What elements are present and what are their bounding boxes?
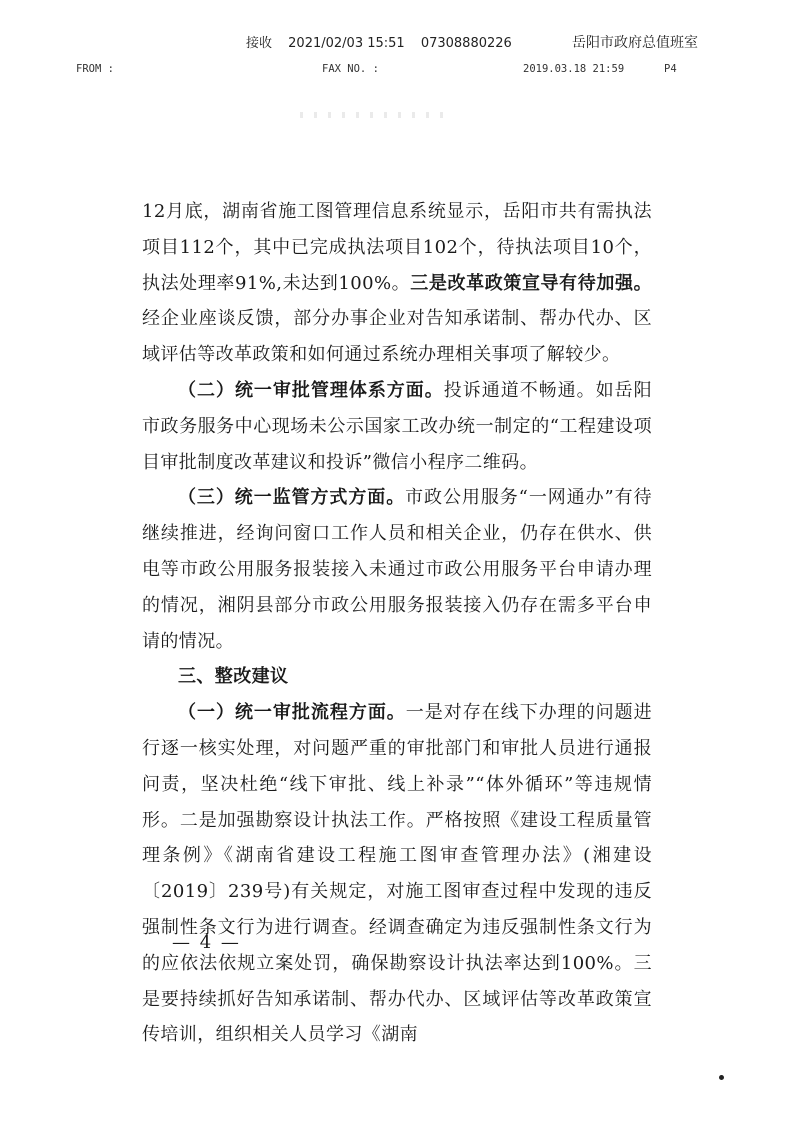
scan-dot-mark xyxy=(719,1075,724,1080)
page-number: — 4 — xyxy=(172,932,241,953)
fax-from: FROM : xyxy=(76,63,114,75)
fax-receive-number: 07308880226 xyxy=(420,36,512,51)
fax-receive-header xyxy=(246,32,698,52)
paragraph-bold-lead: （一）统一审批流程方面。 xyxy=(178,702,406,724)
fax-send-header xyxy=(0,63,790,79)
fax-page-indicator: P4 xyxy=(664,63,677,75)
scan-smudge xyxy=(300,112,450,118)
section-heading: 三、整改建议 xyxy=(178,666,289,688)
paragraph-bold-lead: 三是改革政策宣导有待加强。 xyxy=(410,272,652,294)
fax-number-label: FAX NO. : xyxy=(322,63,379,75)
paragraph-continuation: 12月底，湖南省施工图管理信息系统显示，岳阳市共有需执法项目112个，其中已完成执法项目102个，待执法项目10个，执法处理率91%,未达到100%。三是改革政策宣导有待加强。经企业座谈反馈，部分办事企业对告知承诺制、帮办代办、区域评估等改革政策和如何通过系统办理相关事项了解较少。 xyxy=(142,201,652,366)
paragraph-bold-lead: （三）统一监管方式方面。 xyxy=(178,487,406,509)
paragraph-approval-process: （一）统一审批流程方面。一是对存在线下办理的问题进行逐一核实处理，对问题严重的审批部门和审批人员进行通报问责，坚决杜绝“线下审批、线上补录”“体外循环”等违规情形。二是加强勘察设计执法工作。严格按照《建设工程质量管理条例》《湖南省建设工程施工图审查管理办法》(湘建设〔2019〕239号)有关规定，对施工图审查过程中发现的违反强制性条文行为进行调查。经调查确定为违反强制性条文行为的应依法依规立案处罚，确保勘察设计执法率达到100%。三是要持续抓好告知承诺制、帮办代办、区域评估等改革政策宣传培训，组织相关人员学习《湖南 xyxy=(142,702,652,1046)
paragraph-supervision: （三）统一监管方式方面。市政公用服务“一网通办”有待继续推进，经询问窗口工作人员和相关企业，仍存在供水、供电等市政公用服务报装接入未通过市政公用服务平台申请办理的情况，湘阴县部分市政公用服务报装接入仍存在需多平台申请的情况。 xyxy=(142,487,652,652)
fax-receive-label: 接收 xyxy=(246,36,273,51)
document-body xyxy=(142,194,652,1053)
paragraph-bold-lead: （二）统一审批管理体系方面。 xyxy=(178,379,444,401)
fax-send-datetime: 2019.03.18 21:59 xyxy=(523,63,625,75)
fax-receive-office: 岳阳市政府总值班室 xyxy=(571,35,698,51)
fax-receive-datetime: 2021/02/03 15:51 xyxy=(288,36,405,51)
paragraph-approval-system: （二）统一审批管理体系方面。投诉通道不畅通。如岳阳市政务服务中心现场未公示国家工改办统一制定的“工程建设项目审批制度改革建议和投诉”微信小程序二维码。 xyxy=(142,379,652,473)
